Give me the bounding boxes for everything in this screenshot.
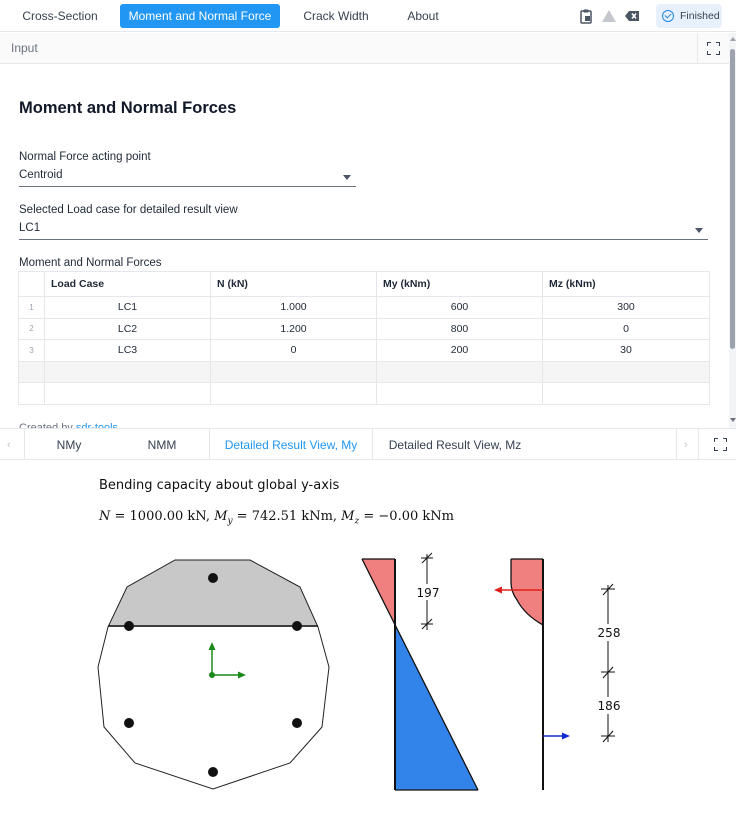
row-number: 3: [19, 340, 45, 362]
clear-icon[interactable]: [624, 8, 640, 24]
status-badge[interactable]: [656, 4, 722, 28]
table-cell[interactable]: 0: [543, 318, 710, 340]
column-header[interactable]: N (kN): [211, 272, 377, 297]
input-panel-label: Input: [11, 41, 38, 55]
clipboard-icon[interactable]: [578, 8, 594, 24]
page-title: Moment and Normal Forces: [19, 99, 237, 117]
table-empty-row: [19, 383, 710, 405]
table-row: [19, 297, 710, 319]
warning-icon[interactable]: [601, 8, 617, 24]
scrollbar-thumb[interactable]: [730, 49, 735, 349]
cross-section: [90, 550, 340, 789]
tab-crack-width[interactable]: Crack Width: [303, 9, 369, 23]
table-header-row: [19, 272, 710, 297]
check-circle-icon: [662, 10, 674, 22]
tab-cross-section[interactable]: Cross-Section: [22, 9, 98, 23]
stress-diagram: [494, 559, 570, 790]
strain-diagram: [362, 553, 478, 790]
tab-nmy[interactable]: NMy: [56, 437, 82, 452]
row-number: 1: [19, 297, 45, 319]
column-header[interactable]: Mz (kNm): [543, 272, 710, 297]
tab-moment-and-normal-force[interactable]: Moment and Normal Force: [120, 4, 280, 28]
table-cell[interactable]: 1.000: [211, 297, 377, 319]
table-caption: Moment and Normal Forces: [19, 257, 162, 269]
stress-block: [511, 559, 543, 625]
table-cell[interactable]: LC1: [45, 297, 211, 319]
normal-force-point-select[interactable]: Centroid: [19, 169, 63, 181]
rebar: [124, 621, 134, 631]
tab-detailed-result-my[interactable]: Detailed Result View, My: [209, 429, 373, 460]
lever-arm-dimensions: [594, 584, 624, 742]
chevron-down-icon[interactable]: [695, 228, 703, 233]
selected-load-case-label: Selected Load case for detailed result view: [19, 204, 238, 216]
status-label: Finished: [680, 10, 720, 22]
table-cell[interactable]: 0: [211, 340, 377, 362]
result-tab-bar: [0, 428, 736, 460]
rebar: [292, 718, 302, 728]
table-cell[interactable]: 300: [543, 297, 710, 319]
table-cell[interactable]: 800: [377, 318, 543, 340]
dimension-label-upper: 258: [597, 626, 621, 640]
dimension-label-lower: 186: [597, 699, 621, 713]
top-tab-bar: [0, 0, 736, 32]
chevron-down-icon[interactable]: [343, 175, 351, 180]
table-cell[interactable]: 30: [543, 340, 710, 362]
row-number: 2: [19, 318, 45, 340]
tab-detailed-result-mz[interactable]: Detailed Result View, Mz: [388, 437, 522, 452]
normal-force-point-label: Normal Force acting point: [19, 151, 151, 163]
tab-nmm[interactable]: NMM: [147, 437, 177, 452]
dimension-label-strain: 197: [416, 586, 440, 600]
load-case-table: [18, 271, 710, 405]
expand-result-icon[interactable]: [714, 438, 727, 451]
result-formula: N = 1000.00 kN, $M_y = 742.51$ kNm, $M_z = -0.00$ kNm: [99, 509, 454, 527]
compression-zone: [90, 550, 340, 627]
chevron-right-icon[interactable]: ›: [684, 439, 688, 451]
rebar: [124, 718, 134, 728]
input-scrollbar[interactable]: [729, 33, 736, 428]
rebar: [208, 767, 218, 777]
tab-about[interactable]: About: [407, 9, 439, 23]
axes-icon: [209, 642, 247, 679]
table-cell[interactable]: LC3: [45, 340, 211, 362]
input-panel-header: [0, 33, 736, 64]
table-cell[interactable]: 1.200: [211, 318, 377, 340]
column-header[interactable]: My (kNm): [377, 272, 543, 297]
table-row: [19, 340, 710, 362]
result-diagram: [0, 540, 736, 800]
rebar: [292, 621, 302, 631]
rebar: [208, 573, 218, 583]
expand-input-icon[interactable]: [707, 42, 720, 55]
table-empty-row: [19, 361, 710, 383]
selected-load-case-select[interactable]: LC1: [19, 222, 41, 234]
result-title: Bending capacity about global y-axis: [99, 478, 340, 493]
column-header[interactable]: Load Case: [45, 272, 211, 297]
table-row: [19, 318, 710, 340]
table-cell[interactable]: 600: [377, 297, 543, 319]
table-cell[interactable]: LC2: [45, 318, 211, 340]
chevron-left-icon[interactable]: ‹: [7, 439, 11, 451]
table-cell[interactable]: 200: [377, 340, 543, 362]
